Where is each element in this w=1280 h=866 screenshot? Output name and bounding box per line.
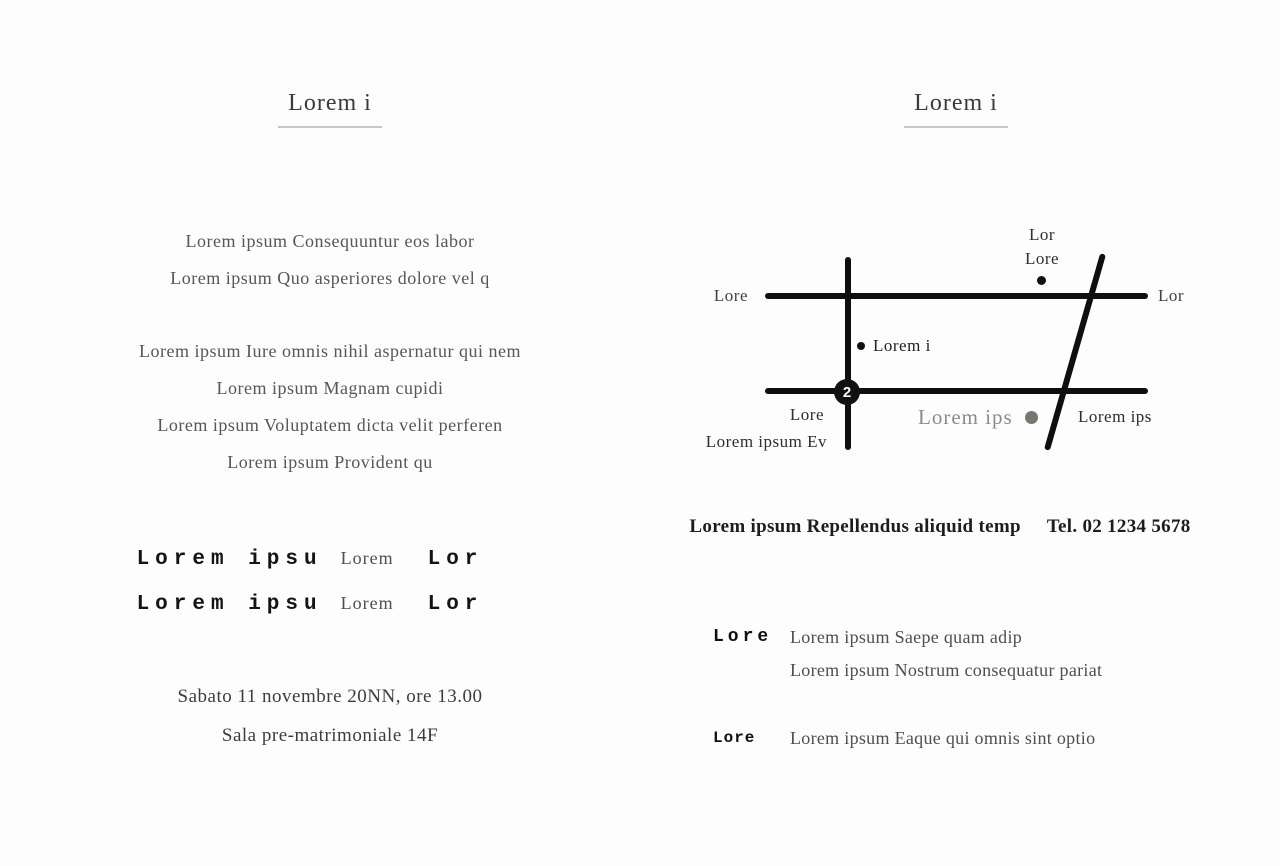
left-title: Lorem i [278, 90, 382, 128]
map-road-bottom-horizontal [765, 388, 1148, 394]
right-title: Lorem i [904, 90, 1008, 128]
event-date-block [10, 677, 650, 755]
map-label-station [1000, 223, 1084, 271]
contact-address: Lorem ipsum Repellendus aliquid temp [689, 516, 1021, 537]
station-dot-icon [1037, 276, 1046, 285]
name-suffix-text: Lor [427, 548, 484, 571]
note-line: Lorem ipsum Nostrum consequatur pariat [790, 660, 1103, 680]
name-regular-text: Lorem [340, 548, 394, 568]
left-section [80, 90, 580, 128]
name-row-2 [10, 593, 610, 616]
note-line: Lorem ipsum Saepe quam adip [790, 627, 1023, 647]
event-date-line: Sabato 11 novembre 20NN, ore 13.00 [177, 686, 483, 707]
paragraph-line: Lorem ipsum Consequuntur eos labor [185, 231, 475, 251]
map-road-vertical [845, 257, 851, 450]
note-lines [790, 621, 1102, 687]
paragraph-line: Lorem ipsum Provident qu [227, 452, 433, 472]
map-label-exit: Lore [789, 405, 824, 424]
name-bold-text: Lorem ipsu [136, 548, 323, 571]
exit-number-badge: 2 [834, 379, 860, 405]
name-suffix-text: Lor [427, 593, 484, 616]
map-label-street: Lorem ipsum Ev [705, 432, 827, 451]
access-map [660, 215, 1220, 465]
map-label-road-right: Lor [1158, 286, 1185, 305]
right-section [706, 90, 1206, 128]
contact-line [660, 513, 1220, 541]
map-label-road-left: Lore [713, 286, 748, 305]
paragraph-line: Lorem ipsum Quo asperiores dolore vel q [170, 268, 490, 288]
map-label-poi: Lorem i [873, 336, 931, 355]
event-venue-line: Sala pre-matrimoniale 14F [221, 725, 439, 746]
map-station-line2: Lore [1024, 249, 1060, 268]
paragraph-line: Lorem ipsum Magnam cupidi [216, 378, 444, 398]
note-lines [790, 722, 1095, 755]
note-term: Lore [713, 729, 756, 747]
left-paragraph-1 [10, 223, 650, 297]
map-label-venue: Lorem ips [918, 405, 1013, 429]
name-regular-text: Lorem [340, 593, 394, 613]
note-term: Lore [713, 627, 773, 647]
note-line: Lorem ipsum Eaque qui omnis sint optio [790, 728, 1096, 748]
note-row-1 [713, 621, 1102, 687]
contact-phone: Tel. 02 1234 5678 [1046, 516, 1191, 537]
map-label-area-right: Lorem ips [1078, 407, 1152, 426]
name-bold-text: Lorem ipsu [136, 593, 323, 616]
name-row-1 [10, 548, 610, 571]
paragraph-line: Lorem ipsum Voluptatem dicta velit perferen [157, 415, 503, 435]
venue-dot-icon [1025, 411, 1038, 424]
note-row-2 [713, 722, 1095, 755]
map-station-line1: Lor [1028, 225, 1056, 244]
left-paragraph-2 [10, 333, 650, 481]
poi-dot-icon [857, 342, 865, 350]
paragraph-line: Lorem ipsum Iure omnis nihil aspernatur qui nem [139, 341, 521, 361]
